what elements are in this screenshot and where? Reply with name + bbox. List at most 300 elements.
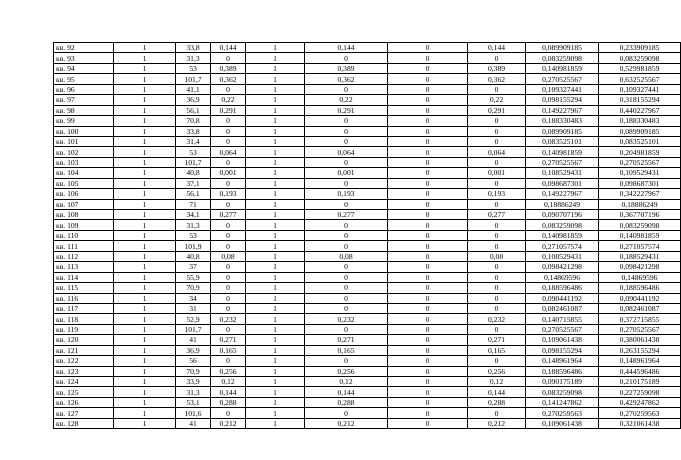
subtotal-cell: 0,277 <box>305 210 388 220</box>
share-cell: 0,149227967 <box>526 105 599 115</box>
area-cell: 36,9 <box>176 345 211 355</box>
factor-cell: 1 <box>246 126 305 136</box>
sum-cell: 0,148961964 <box>599 356 681 366</box>
area-cell: 70,8 <box>176 116 211 126</box>
count-cell: 1 <box>114 63 176 73</box>
apartment-cell: кв. 112 <box>54 251 114 261</box>
share-cell: 0,188596486 <box>526 366 599 376</box>
area-cell: 40,8 <box>176 251 211 261</box>
apartment-cell: кв. 113 <box>54 262 114 272</box>
area-cell: 41,1 <box>176 84 211 94</box>
table-row <box>54 303 681 313</box>
share-cell: 0,270525567 <box>526 74 599 84</box>
zero-cell: 0 <box>388 356 468 366</box>
zero-cell: 0 <box>388 397 468 407</box>
sum-cell: 0,380061438 <box>599 335 681 345</box>
zero-cell: 0 <box>388 74 468 84</box>
count-cell: 1 <box>114 84 176 94</box>
total-cell: 0 <box>468 324 526 334</box>
subtotal-cell: 0 <box>305 303 388 313</box>
table-row <box>54 397 681 407</box>
table-row <box>54 418 681 428</box>
share-cell: 0,083259098 <box>526 387 599 397</box>
factor-cell: 1 <box>246 210 305 220</box>
count-cell: 1 <box>114 397 176 407</box>
count-cell: 1 <box>114 324 176 334</box>
apartment-cell: кв. 97 <box>54 95 114 105</box>
subtotal-cell: 0 <box>305 230 388 240</box>
share-cell: 0,098687301 <box>526 178 599 188</box>
total-cell: 0,291 <box>468 105 526 115</box>
subtotal-cell: 0,144 <box>305 43 388 53</box>
subtotal-cell: 0,212 <box>305 418 388 428</box>
count-cell: 1 <box>114 147 176 157</box>
table-row <box>54 314 681 324</box>
zero-cell: 0 <box>388 157 468 167</box>
apartment-cell: кв. 95 <box>54 74 114 84</box>
table-row <box>54 345 681 355</box>
subtotal-cell: 0 <box>305 136 388 146</box>
count-cell: 1 <box>114 189 176 199</box>
sum-cell: 0,529981859 <box>599 63 681 73</box>
value-cell: 0,271 <box>211 335 246 345</box>
area-cell: 34 <box>176 293 211 303</box>
factor-cell: 1 <box>246 387 305 397</box>
zero-cell: 0 <box>388 230 468 240</box>
subtotal-cell: 0,001 <box>305 168 388 178</box>
area-cell: 31,4 <box>176 136 211 146</box>
value-cell: 0 <box>211 241 246 251</box>
factor-cell: 1 <box>246 168 305 178</box>
zero-cell: 0 <box>388 272 468 282</box>
value-cell: 0,144 <box>211 387 246 397</box>
area-cell: 101,9 <box>176 241 211 251</box>
share-cell: 0,149227967 <box>526 189 599 199</box>
factor-cell: 1 <box>246 377 305 387</box>
table-row <box>54 387 681 397</box>
share-cell: 0,270525567 <box>526 324 599 334</box>
apartment-cell: кв. 92 <box>54 43 114 53</box>
total-cell: 0 <box>468 283 526 293</box>
total-cell: 0,212 <box>468 418 526 428</box>
zero-cell: 0 <box>388 387 468 397</box>
apartment-cell: кв. 119 <box>54 324 114 334</box>
value-cell: 0 <box>211 157 246 167</box>
subtotal-cell: 0,271 <box>305 335 388 345</box>
total-cell: 0,288 <box>468 397 526 407</box>
apartment-cell: кв. 114 <box>54 272 114 282</box>
factor-cell: 1 <box>246 199 305 209</box>
sum-cell: 0,188330483 <box>599 116 681 126</box>
value-cell: 0 <box>211 230 246 240</box>
area-cell: 37 <box>176 262 211 272</box>
total-cell: 0 <box>468 408 526 418</box>
share-cell: 0,188596486 <box>526 283 599 293</box>
table-row <box>54 230 681 240</box>
apartment-cell: кв. 100 <box>54 126 114 136</box>
value-cell: 0,389 <box>211 63 246 73</box>
share-cell: 0,108529431 <box>526 251 599 261</box>
table-row <box>54 126 681 136</box>
table-row <box>54 272 681 282</box>
total-cell: 0,12 <box>468 377 526 387</box>
share-cell: 0,109327441 <box>526 84 599 94</box>
total-cell: 0,256 <box>468 366 526 376</box>
total-cell: 0,08 <box>468 251 526 261</box>
table-row <box>54 53 681 63</box>
share-cell: 0,140715855 <box>526 314 599 324</box>
sum-cell: 0,342227967 <box>599 189 681 199</box>
zero-cell: 0 <box>388 283 468 293</box>
value-cell: 0,12 <box>211 377 246 387</box>
table-row <box>54 43 681 53</box>
table-body <box>54 43 681 429</box>
share-cell: 0,082461087 <box>526 303 599 313</box>
sum-cell: 0,089909185 <box>599 126 681 136</box>
zero-cell: 0 <box>388 377 468 387</box>
factor-cell: 1 <box>246 335 305 345</box>
factor-cell: 1 <box>246 63 305 73</box>
area-cell: 40,8 <box>176 168 211 178</box>
apartment-cell: кв. 115 <box>54 283 114 293</box>
share-cell: 0,140981859 <box>526 147 599 157</box>
factor-cell: 1 <box>246 272 305 282</box>
apartment-cell: кв. 128 <box>54 418 114 428</box>
apartment-cell: кв. 110 <box>54 230 114 240</box>
zero-cell: 0 <box>388 210 468 220</box>
apartment-cell: кв. 106 <box>54 189 114 199</box>
area-cell: 53 <box>176 230 211 240</box>
value-cell: 0 <box>211 136 246 146</box>
total-cell: 0 <box>468 199 526 209</box>
count-cell: 1 <box>114 199 176 209</box>
zero-cell: 0 <box>388 105 468 115</box>
share-cell: 0,148961964 <box>526 356 599 366</box>
zero-cell: 0 <box>388 335 468 345</box>
subtotal-cell: 0 <box>305 220 388 230</box>
apartment-cell: кв. 105 <box>54 178 114 188</box>
share-cell: 0,18886249 <box>526 199 599 209</box>
total-cell: 0,362 <box>468 74 526 84</box>
area-cell: 33,8 <box>176 126 211 136</box>
zero-cell: 0 <box>388 116 468 126</box>
subtotal-cell: 0,291 <box>305 105 388 115</box>
share-cell: 0,140981859 <box>526 63 599 73</box>
value-cell: 0,22 <box>211 95 246 105</box>
total-cell: 0 <box>468 303 526 313</box>
apartment-cell: кв. 118 <box>54 314 114 324</box>
table-row <box>54 241 681 251</box>
total-cell: 0 <box>468 220 526 230</box>
apartment-cell: кв. 126 <box>54 397 114 407</box>
share-cell: 0,14869596 <box>526 272 599 282</box>
total-cell: 0 <box>468 116 526 126</box>
apartment-cell: кв. 101 <box>54 136 114 146</box>
factor-cell: 1 <box>246 345 305 355</box>
total-cell: 0,22 <box>468 95 526 105</box>
factor-cell: 1 <box>246 105 305 115</box>
sum-cell: 0,227259098 <box>599 387 681 397</box>
subtotal-cell: 0 <box>305 272 388 282</box>
sum-cell: 0,263155294 <box>599 345 681 355</box>
share-cell: 0,098421298 <box>526 262 599 272</box>
value-cell: 0,001 <box>211 168 246 178</box>
count-cell: 1 <box>114 74 176 84</box>
zero-cell: 0 <box>388 178 468 188</box>
apartment-cell: кв. 109 <box>54 220 114 230</box>
value-cell: 0,193 <box>211 189 246 199</box>
sum-cell: 0,188596486 <box>599 283 681 293</box>
zero-cell: 0 <box>388 95 468 105</box>
total-cell: 0,144 <box>468 43 526 53</box>
subtotal-cell: 0,22 <box>305 95 388 105</box>
factor-cell: 1 <box>246 157 305 167</box>
count-cell: 1 <box>114 303 176 313</box>
zero-cell: 0 <box>388 63 468 73</box>
table-row <box>54 293 681 303</box>
share-cell: 0,108529431 <box>526 168 599 178</box>
apartment-cell: кв. 104 <box>54 168 114 178</box>
area-cell: 56,1 <box>176 105 211 115</box>
area-cell: 53,1 <box>176 397 211 407</box>
subtotal-cell: 0,288 <box>305 397 388 407</box>
value-cell: 0 <box>211 178 246 188</box>
factor-cell: 1 <box>246 84 305 94</box>
area-cell: 53 <box>176 147 211 157</box>
area-cell: 101,7 <box>176 324 211 334</box>
zero-cell: 0 <box>388 241 468 251</box>
count-cell: 1 <box>114 116 176 126</box>
subtotal-cell: 0,064 <box>305 147 388 157</box>
apartment-cell: кв. 122 <box>54 356 114 366</box>
sum-cell: 0,083259098 <box>599 220 681 230</box>
total-cell: 0,193 <box>468 189 526 199</box>
area-cell: 31,3 <box>176 220 211 230</box>
apartment-cell: кв. 125 <box>54 387 114 397</box>
sum-cell: 0,318155294 <box>599 95 681 105</box>
total-cell: 0 <box>468 262 526 272</box>
subtotal-cell: 0 <box>305 262 388 272</box>
factor-cell: 1 <box>246 43 305 53</box>
subtotal-cell: 0 <box>305 408 388 418</box>
count-cell: 1 <box>114 408 176 418</box>
area-cell: 53 <box>176 63 211 73</box>
table-row <box>54 95 681 105</box>
table-row <box>54 251 681 261</box>
subtotal-cell: 0,232 <box>305 314 388 324</box>
subtotal-cell: 0,256 <box>305 366 388 376</box>
factor-cell: 1 <box>246 314 305 324</box>
table-row <box>54 136 681 146</box>
total-cell: 0,277 <box>468 210 526 220</box>
count-cell: 1 <box>114 377 176 387</box>
count-cell: 1 <box>114 210 176 220</box>
count-cell: 1 <box>114 283 176 293</box>
area-cell: 41 <box>176 335 211 345</box>
value-cell: 0 <box>211 356 246 366</box>
subtotal-cell: 0 <box>305 199 388 209</box>
total-cell: 0,001 <box>468 168 526 178</box>
table-row <box>54 74 681 84</box>
total-cell: 0,389 <box>468 63 526 73</box>
count-cell: 1 <box>114 262 176 272</box>
apartment-cell: кв. 96 <box>54 84 114 94</box>
table-row <box>54 105 681 115</box>
area-cell: 55,9 <box>176 272 211 282</box>
sum-cell: 0,632525567 <box>599 74 681 84</box>
count-cell: 1 <box>114 95 176 105</box>
sum-cell: 0,233909185 <box>599 43 681 53</box>
count-cell: 1 <box>114 345 176 355</box>
apartment-cell: кв. 107 <box>54 199 114 209</box>
share-cell: 0,083259098 <box>526 53 599 63</box>
subtotal-cell: 0,389 <box>305 63 388 73</box>
subtotal-cell: 0 <box>305 283 388 293</box>
table-row <box>54 84 681 94</box>
sum-cell: 0,188529431 <box>599 251 681 261</box>
count-cell: 1 <box>114 220 176 230</box>
value-cell: 0 <box>211 220 246 230</box>
sum-cell: 0,372715855 <box>599 314 681 324</box>
share-cell: 0,083259098 <box>526 220 599 230</box>
count-cell: 1 <box>114 356 176 366</box>
count-cell: 1 <box>114 53 176 63</box>
area-cell: 71 <box>176 199 211 209</box>
value-cell: 0,288 <box>211 397 246 407</box>
value-cell: 0 <box>211 272 246 282</box>
table-row <box>54 324 681 334</box>
count-cell: 1 <box>114 251 176 261</box>
value-cell: 0 <box>211 293 246 303</box>
sum-cell: 0,082461087 <box>599 303 681 313</box>
sum-cell: 0,367707196 <box>599 210 681 220</box>
total-cell: 0 <box>468 84 526 94</box>
sum-cell: 0,109529431 <box>599 168 681 178</box>
factor-cell: 1 <box>246 303 305 313</box>
count-cell: 1 <box>114 272 176 282</box>
subtotal-cell: 0 <box>305 356 388 366</box>
area-cell: 41 <box>176 418 211 428</box>
value-cell: 0,08 <box>211 251 246 261</box>
factor-cell: 1 <box>246 293 305 303</box>
zero-cell: 0 <box>388 126 468 136</box>
count-cell: 1 <box>114 105 176 115</box>
factor-cell: 1 <box>246 262 305 272</box>
factor-cell: 1 <box>246 251 305 261</box>
count-cell: 1 <box>114 168 176 178</box>
count-cell: 1 <box>114 335 176 345</box>
subtotal-cell: 0 <box>305 84 388 94</box>
subtotal-cell: 0 <box>305 293 388 303</box>
sum-cell: 0,204981859 <box>599 147 681 157</box>
apartment-cell: кв. 93 <box>54 53 114 63</box>
value-cell: 0,277 <box>211 210 246 220</box>
value-cell: 0,291 <box>211 105 246 115</box>
area-cell: 101,7 <box>176 157 211 167</box>
share-cell: 0,089909185 <box>526 43 599 53</box>
zero-cell: 0 <box>388 199 468 209</box>
area-cell: 52,9 <box>176 314 211 324</box>
value-cell: 0,232 <box>211 314 246 324</box>
share-cell: 0,270525567 <box>526 157 599 167</box>
apartment-cell: кв. 103 <box>54 157 114 167</box>
value-cell: 0 <box>211 199 246 209</box>
table-row <box>54 408 681 418</box>
count-cell: 1 <box>114 387 176 397</box>
total-cell: 0 <box>468 53 526 63</box>
apartment-cell: кв. 99 <box>54 116 114 126</box>
area-cell: 70,9 <box>176 366 211 376</box>
total-cell: 0 <box>468 157 526 167</box>
area-cell: 34,1 <box>176 210 211 220</box>
area-cell: 101,7 <box>176 74 211 84</box>
sum-cell: 0,444596486 <box>599 366 681 376</box>
share-cell: 0,098155294 <box>526 95 599 105</box>
subtotal-cell: 0 <box>305 324 388 334</box>
total-cell: 0 <box>468 241 526 251</box>
sum-cell: 0,440227967 <box>599 105 681 115</box>
sum-cell: 0,083259098 <box>599 53 681 63</box>
zero-cell: 0 <box>388 345 468 355</box>
share-cell: 0,090175189 <box>526 377 599 387</box>
sum-cell: 0,321061438 <box>599 418 681 428</box>
share-cell: 0,109061438 <box>526 335 599 345</box>
count-cell: 1 <box>114 241 176 251</box>
share-cell: 0,090441192 <box>526 293 599 303</box>
area-cell: 33,8 <box>176 43 211 53</box>
value-cell: 0 <box>211 262 246 272</box>
value-cell: 0 <box>211 408 246 418</box>
count-cell: 1 <box>114 366 176 376</box>
apartment-cell: кв. 102 <box>54 147 114 157</box>
zero-cell: 0 <box>388 262 468 272</box>
factor-cell: 1 <box>246 116 305 126</box>
apartment-cell: кв. 116 <box>54 293 114 303</box>
value-cell: 0 <box>211 84 246 94</box>
total-cell: 0,232 <box>468 314 526 324</box>
total-cell: 0 <box>468 230 526 240</box>
factor-cell: 1 <box>246 220 305 230</box>
count-cell: 1 <box>114 230 176 240</box>
sum-cell: 0,090441192 <box>599 293 681 303</box>
share-cell: 0,083525101 <box>526 136 599 146</box>
table-row <box>54 63 681 73</box>
table-row <box>54 356 681 366</box>
value-cell: 0 <box>211 303 246 313</box>
area-cell: 31 <box>176 303 211 313</box>
total-cell: 0,144 <box>468 387 526 397</box>
value-cell: 0,144 <box>211 43 246 53</box>
factor-cell: 1 <box>246 397 305 407</box>
apartment-cell: кв. 111 <box>54 241 114 251</box>
zero-cell: 0 <box>388 43 468 53</box>
subtotal-cell: 0,362 <box>305 74 388 84</box>
count-cell: 1 <box>114 43 176 53</box>
subtotal-cell: 0,165 <box>305 345 388 355</box>
zero-cell: 0 <box>388 303 468 313</box>
value-cell: 0 <box>211 116 246 126</box>
apartment-cell: кв. 98 <box>54 105 114 115</box>
count-cell: 1 <box>114 314 176 324</box>
apartment-cell: кв. 120 <box>54 335 114 345</box>
subtotal-cell: 0,193 <box>305 189 388 199</box>
value-cell: 0 <box>211 126 246 136</box>
zero-cell: 0 <box>388 251 468 261</box>
count-cell: 1 <box>114 136 176 146</box>
zero-cell: 0 <box>388 168 468 178</box>
factor-cell: 1 <box>246 324 305 334</box>
subtotal-cell: 0 <box>305 116 388 126</box>
